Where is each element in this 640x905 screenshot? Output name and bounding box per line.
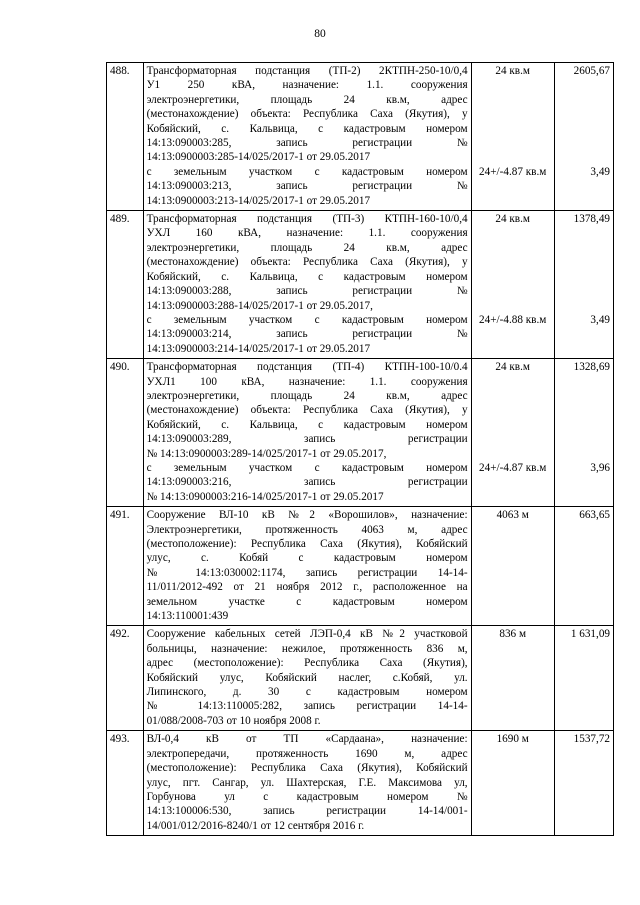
description-line: № 14:13:0900003:289-14/025/2017-1 от 29.05.2017,	[146, 447, 387, 460]
value-cell	[554, 359, 613, 507]
description-line: с земельным участком с кадастровым номером	[146, 313, 468, 326]
description-line: Электроэнергетики, протяженность 4063 м, адрес	[146, 523, 468, 536]
table-row	[107, 359, 614, 507]
row-number: 488.	[107, 63, 144, 211]
row-number: 493.	[107, 731, 144, 836]
description-line: 14:13:090003:213, запись регистрации №	[146, 180, 468, 193]
description-line: 14:13:100006:530, запись регистрации 14-14/001-	[146, 805, 468, 818]
description-line: УХЛ 160 кВА, назначение: 1.1. сооружения	[146, 227, 468, 240]
description-line: электропередачи, протяженность 1690 м, адрес	[146, 747, 468, 760]
object-value: 1 631,09	[570, 628, 610, 641]
description-line: Трансформаторная подстанция (ТП-3) КТПН-160-10/0,4	[146, 213, 468, 226]
description-line: № 14:13:110005:282, запись регистрации 14-14-	[146, 700, 468, 713]
object-description	[143, 211, 471, 359]
description-line: Горбунова ул с кадастровым номером №	[146, 790, 468, 803]
description-line: 14:13:0900003:285-14/025/2017-1 от 29.05.2017	[146, 151, 371, 164]
object-description	[143, 359, 471, 507]
property-table	[106, 62, 614, 836]
description-line: 01/088/2008-703 от 10 ноября 2008 г.	[146, 714, 321, 727]
description-line: с земельным участком с кадастровым номером	[146, 165, 468, 178]
description-line: УХЛ1 100 кВА, назначение: 1.1. сооружения	[146, 375, 468, 388]
object-description	[143, 63, 471, 211]
area-cell	[471, 626, 554, 731]
description-line: улус, с. Кобяй с кадастровым номером	[146, 552, 468, 565]
description-line: Липинского, д. 30 с кадастровым номером	[146, 686, 468, 699]
description-line: 14:13:110001:439	[146, 610, 229, 623]
area-cell	[471, 731, 554, 836]
description-line: № 14:13:030002:1174, запись регистрации 14-14-	[146, 566, 468, 579]
object-area: 1690 м	[496, 733, 529, 746]
description-line: 14:13:0900003:213-14/025/2017-1 от 29.05.2017	[146, 194, 371, 207]
description-line: Кобяйский улус, Кобяйский наслег, с.Кобяй, ул.	[146, 671, 468, 684]
description-line: У1 250 кВА, назначение: 1.1. сооружения	[146, 79, 468, 92]
area-cell	[471, 211, 554, 359]
description-line: с земельным участком с кадастровым номером	[146, 461, 468, 474]
object-description	[143, 507, 471, 626]
value-cell	[554, 63, 613, 211]
area-cell	[471, 63, 554, 211]
description-line: 14:13:090003:214, запись регистрации №	[146, 328, 468, 341]
object-area: 4063 м	[496, 509, 529, 522]
value-cell	[554, 626, 613, 731]
description-line: (местонахождение) объекта: Республика Саха (Якутия), у	[146, 108, 468, 121]
land-area: 24+/-4.87 кв.м	[479, 461, 547, 474]
object-description	[143, 626, 471, 731]
table-row	[107, 63, 614, 211]
land-value: 3,49	[590, 165, 610, 178]
description-line: Кобяйский, с. Кальвица, с кадастровым номером	[146, 418, 468, 431]
page-number: 80	[314, 28, 326, 40]
object-value: 2605,67	[573, 65, 610, 77]
description-line: 14:13:0900003:288-14/025/2017-1 от 29.05.2017,	[146, 299, 373, 312]
description-line: ВЛ-0,4 кВ от ТП «Сардаана», назначение:	[146, 733, 468, 746]
description-line: Сооружение ВЛ-10 кВ №2 «Ворошилов», назначение:	[146, 509, 468, 522]
description-line: (местоположение): Республика Саха (Якутия), Кобяйский	[146, 762, 468, 775]
object-area: 836 м	[499, 628, 527, 641]
description-line: Трансформаторная подстанция (ТП-4) КТПН-100-10/0.4	[146, 361, 468, 374]
object-value: 1328,69	[573, 361, 610, 374]
value-cell	[554, 211, 613, 359]
land-value: 3,96	[590, 461, 610, 474]
table-row	[107, 211, 614, 359]
object-value: 663,65	[579, 509, 610, 522]
description-line: 14:13:090003:288, запись регистрации №	[146, 285, 468, 298]
area-cell	[471, 359, 554, 507]
table-row	[107, 507, 614, 626]
row-number: 492.	[107, 626, 144, 731]
description-line: (местонахождение) объекта: Республика Саха (Якутия), у	[146, 256, 468, 269]
description-line: Трансформаторная подстанция (ТП-2) 2КТПН-250-10/0,4	[146, 65, 468, 77]
description-line: Кобяйский, с. Кальвица, с кадастровым номером	[146, 270, 468, 283]
object-area: 24 кв.м	[495, 65, 530, 77]
description-line: электроэнергетики, площадь 24 кв.м, адрес	[146, 93, 468, 106]
table-row	[107, 626, 614, 731]
object-value: 1537,72	[573, 733, 610, 746]
description-line: земельном участке с кадастровым номером	[146, 595, 468, 608]
object-description	[143, 731, 471, 836]
description-line: Кобяйский, с. Кальвица, с кадастровым номером	[146, 122, 468, 135]
description-line: Сооружение кабельных сетей ЛЭП-0,4 кВ №2 участковой	[146, 628, 468, 641]
land-area: 24+/-4.87 кв.м	[479, 165, 547, 178]
description-line: электроэнергетики, площадь 24 кв.м, адрес	[146, 241, 468, 254]
description-line: № 14:13:0900003:216-14/025/2017-1 от 29.05.2017	[146, 490, 384, 503]
value-cell	[554, 507, 613, 626]
row-number: 489.	[107, 211, 144, 359]
description-line: больницы, назначение: нежилое, протяженность 836 м,	[146, 642, 468, 655]
description-line: 14:13:090003:216, запись регистрации	[146, 476, 468, 489]
description-line: (местонахождение) объекта: Республика Саха (Якутия), у	[146, 404, 468, 417]
description-line: (местоположение): Республика Саха (Якутия), Кобяйский	[146, 538, 468, 550]
description-line: электроэнергетики, площадь 24 кв.м, адрес	[146, 389, 468, 402]
area-cell	[471, 507, 554, 626]
description-line: 14:13:090003:289, запись регистрации	[146, 433, 468, 446]
object-area: 24 кв.м	[495, 361, 530, 374]
row-number: 491.	[107, 507, 144, 626]
description-line: 14/001/012/2016-8240/1 от 12 сентября 2016 г.	[146, 819, 365, 832]
value-cell	[554, 731, 613, 836]
object-area: 24 кв.м	[495, 213, 530, 226]
row-number: 490.	[107, 359, 144, 507]
description-line: 11/011/2012-492 от 21 ноября 2012 г., расположенное на	[146, 581, 468, 594]
object-value: 1378,49	[573, 213, 610, 226]
description-line: 14:13:0900003:214-14/025/2017-1 от 29.05.2017	[146, 342, 371, 355]
description-line: улус, пгт. Сангар, ул. Шахтерская, Г.Е. Максимова ул,	[146, 776, 468, 789]
description-line: адрес (местоположение): Республика Саха (Якутия),	[146, 657, 468, 670]
table-row	[107, 731, 614, 836]
description-line: 14:13:090003:285, запись регистрации №	[146, 137, 468, 150]
land-area: 24+/-4.88 кв.м	[479, 313, 547, 326]
land-value: 3,49	[590, 313, 610, 326]
